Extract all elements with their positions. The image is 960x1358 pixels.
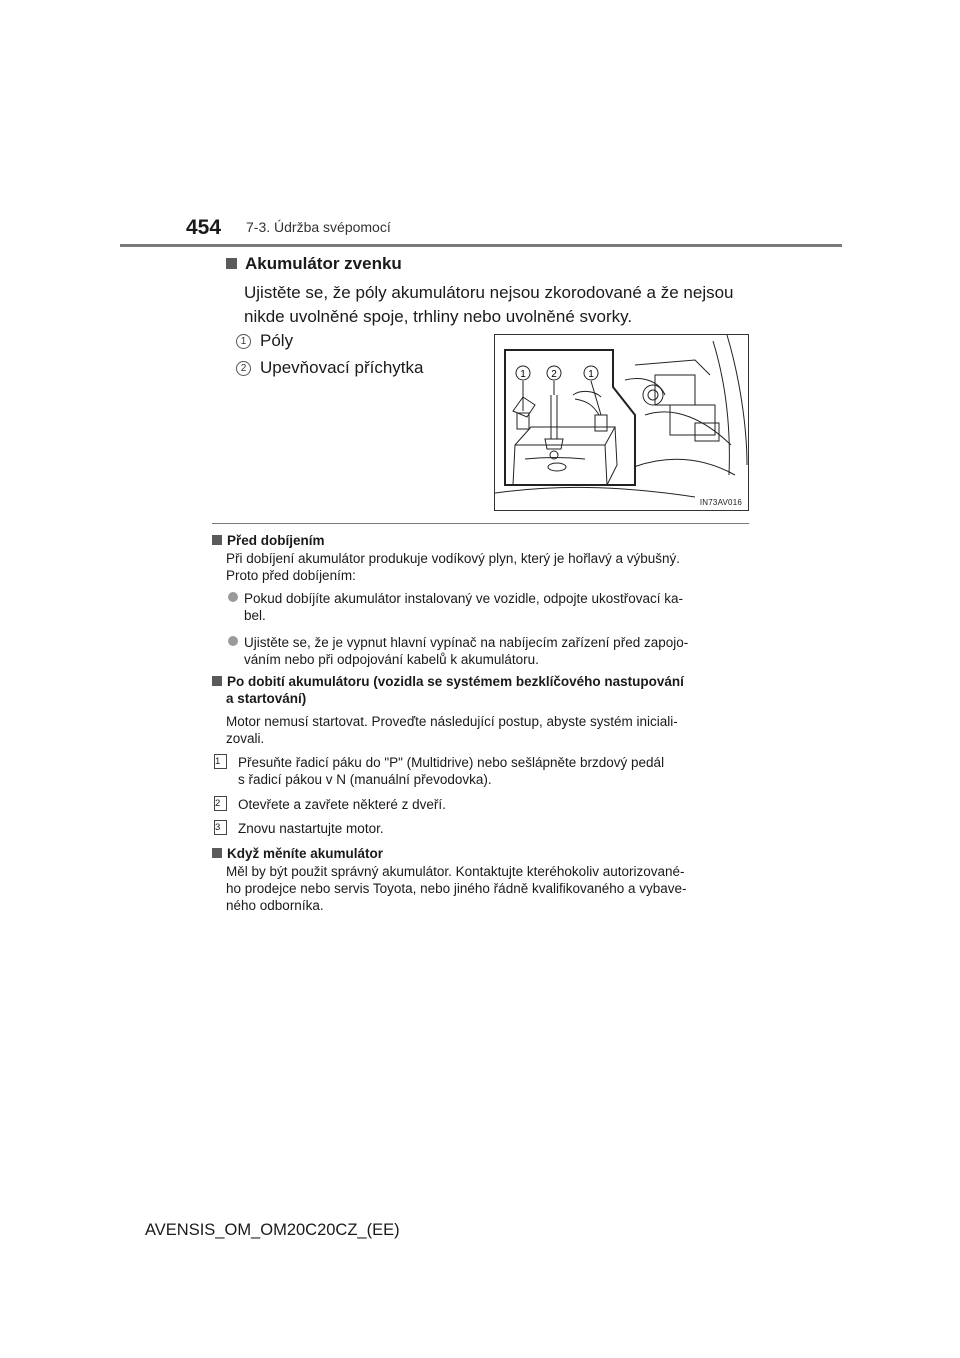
heading-text: Po dobití akumulátoru (vozidla se systémem bezklíčového nastupování [227, 674, 684, 689]
step-line: Otevřete a zavřete některé z dveří. [238, 797, 446, 812]
paragraph-line: Proto před dobíjením: [226, 568, 356, 583]
figure-marker: 2 [551, 369, 557, 380]
paragraph-line: zovali. [226, 731, 265, 746]
bullet-item [244, 590, 744, 624]
heading-text: Akumulátor zvenku [245, 254, 402, 273]
paragraph-line: Motor nemusí startovat. Proveďte následující postup, abyste systém iniciali- [226, 714, 678, 729]
step-line: Znovu nastartujte motor. [238, 821, 384, 836]
bullet-line: Ujistěte se, že je vypnut hlavní vypínač na nabíjecím zařízení před zapojo- [244, 635, 689, 650]
bullet-line: bel. [244, 608, 266, 623]
figure-marker: 1 [520, 369, 526, 380]
round-bullet-icon [228, 592, 238, 602]
step-item [215, 796, 744, 813]
heading-replacing-battery [212, 845, 383, 862]
step-line: Přesuňte řadicí páku do "P" (Multidrive) nebo sešlápněte brzdový pedál [238, 755, 665, 770]
step-number: 1 [214, 754, 227, 769]
heading-before-charging [212, 532, 325, 549]
square-bullet-icon [212, 848, 222, 858]
engine-bay-drawing [495, 335, 748, 510]
callout-clamp [236, 358, 423, 378]
heading-text: Před dobíjením [227, 533, 325, 548]
replacing-text [226, 863, 746, 914]
step-number: 2 [214, 796, 227, 811]
step-number: 3 [214, 820, 227, 835]
callout-label: Upevňovací příchytka [260, 358, 424, 377]
step-item [215, 754, 744, 788]
heading-text: a startování) [226, 691, 307, 706]
step-item [215, 820, 744, 837]
intro-line: Ujistěte se, že póly akumulátoru nejsou zkorodované a že nejsou [244, 283, 734, 302]
paragraph-line: Při dobíjení akumulátor produkuje vodíkový plyn, který je hořlavý a výbušný. [226, 551, 680, 566]
callout-number: 1 [236, 334, 251, 349]
paragraph-line: ho prodejce nebo servis Toyota, nebo jiného řádně kvalifikovaného a vybave- [226, 881, 687, 896]
round-bullet-icon [228, 636, 238, 646]
square-bullet-icon [212, 535, 222, 545]
before-charging-text [226, 550, 746, 584]
battery-illustration [494, 334, 749, 511]
bullet-item [244, 634, 744, 668]
heading-battery-exterior [226, 254, 402, 274]
footer-doc-id: AVENSIS_OM_OM20C20CZ_(EE) [145, 1221, 400, 1239]
step-line: s řadicí pákou v N (manuální převodovka). [238, 772, 492, 787]
heading-text: Když měníte akumulátor [227, 846, 384, 861]
after-charging-text [226, 713, 746, 747]
section-title: 7-3. Údržba svépomocí [246, 219, 391, 235]
figure-code: IN73AV016 [699, 498, 742, 507]
callout-poles [236, 331, 293, 351]
exterior-intro [244, 281, 744, 329]
paragraph-line: ného odborníka. [226, 898, 324, 913]
header-divider [120, 244, 842, 247]
figure-marker: 1 [588, 369, 594, 380]
square-bullet-icon [226, 258, 237, 269]
callout-label: Póly [260, 331, 294, 350]
page-number: 454 [186, 216, 222, 239]
heading-after-charging [212, 673, 748, 707]
section-divider [212, 523, 749, 524]
callout-number: 2 [236, 361, 251, 376]
bullet-line: váním nebo při odpojování kabelů k akumulátoru. [244, 652, 539, 667]
paragraph-line: Měl by být použit správný akumulátor. Kontaktujte kteréhokoliv autorizované- [226, 864, 685, 879]
intro-line: nikde uvolněné spoje, trhliny nebo uvolněné svorky. [244, 307, 633, 326]
square-bullet-icon [212, 676, 222, 686]
bullet-line: Pokud dobíjíte akumulátor instalovaný ve vozidle, odpojte ukostřovací ka- [244, 591, 683, 606]
